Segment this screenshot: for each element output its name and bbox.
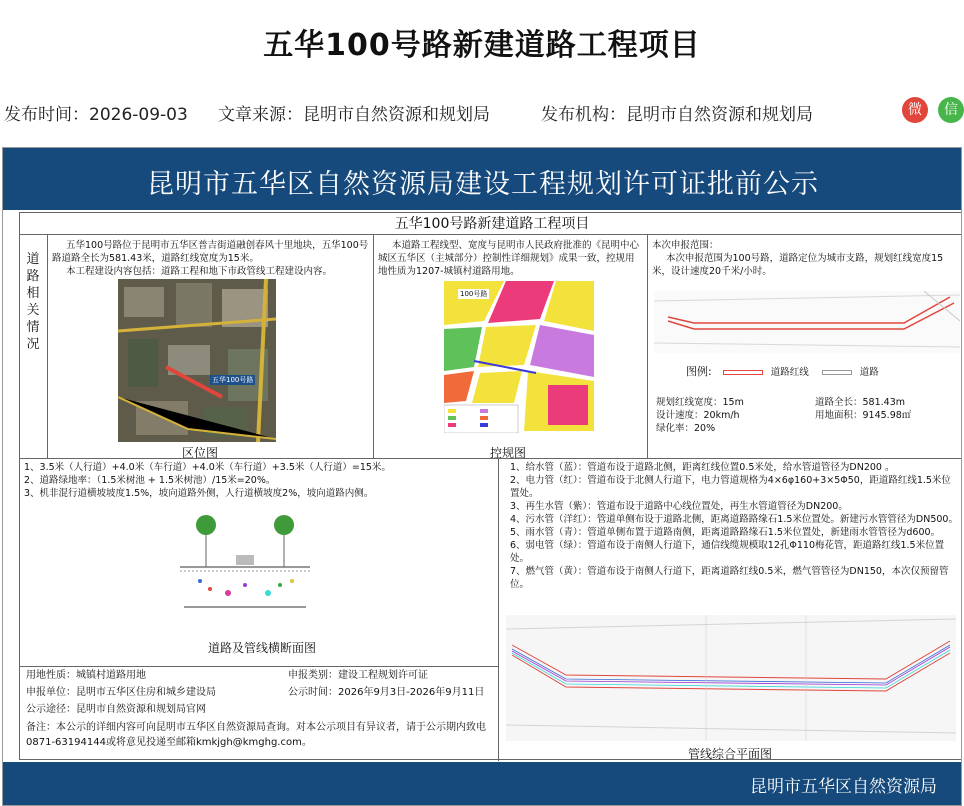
info-channel: 公示途径：昆明市自然资源和规划局官网 — [26, 704, 206, 715]
cross-line: 1、3.5米（人行道）+4.0米（车行道）+4.0米（车行道）+3.5米（人行道）=15米。 — [24, 462, 391, 473]
divider — [20, 666, 498, 667]
cross-section-drawing — [180, 509, 310, 619]
legend — [686, 365, 956, 380]
pipe-line: 5、雨水管（青）：管道单侧布置于道路南侧，距离道路路缘石1.5米位置处，新建雨水管管径为d600。 — [510, 527, 941, 538]
pipe-line: 7、燃气管（黄）：管道布设于南侧人行道下，距离道路红线0.5米，燃气管管径为DN150，本次仅预留管位。 — [510, 566, 949, 590]
intro-paragraph: 五华100号路位于昆明市五华区普吉街道融创春风十里地块，五华100号路道路全长为581.43米，道路红线宽度为15米。 — [52, 240, 369, 264]
control-text: 本道路工程线型、宽度与昆明市人民政府批准的《昆明中心城区五华区（主城部分）控制性详细规划》成果一致，控规用地性质为1207-城镇村道路用地。 — [378, 240, 640, 277]
footer-text: 昆明市五华区自然资源局 — [750, 777, 937, 797]
scope-plan — [654, 291, 960, 353]
wechat-icon[interactable]: 信 — [938, 97, 964, 123]
pipe-line: 2、电力管（红）：管道布设于北侧人行道下，电力管道规格为4×6φ160+3×5Φ50，距道路红线1.5米位置处。 — [510, 475, 951, 499]
divider — [498, 458, 499, 761]
location-caption: 区位图 — [181, 446, 218, 460]
divider — [47, 235, 48, 458]
control-map-label: 100号路 — [460, 290, 488, 298]
weibo-icon[interactable]: 微 — [902, 97, 928, 123]
cross-caption: 道路及管线横断面图 — [207, 641, 316, 655]
location-map — [118, 279, 276, 442]
notice-grid — [19, 212, 962, 760]
page-title: 五华100号路新建道路工程项目 — [263, 28, 701, 63]
publish-org: 发布机构：昆明市自然资源和规划局 — [541, 105, 813, 125]
pipe-line: 4、污水管（洋红）：管道单侧布设于道路北侧，距离道路路缘石1.5米位置处。新建污水管管径为DN500。 — [510, 514, 958, 525]
cross-line: 2、道路绿地率：（1.5米树池 + 1.5米树池）/15米=20%。 — [24, 475, 276, 486]
info-permit-type: 申报类别：建设工程规划许可证 — [288, 670, 428, 681]
meta-bar — [0, 92, 964, 128]
board-footer — [3, 762, 962, 806]
cross-text — [24, 461, 494, 500]
control-caption: 控规图 — [489, 446, 526, 460]
project-title: 五华100号路新建道路工程项目 — [20, 213, 962, 235]
scope-paragraph: 本次申报范围为100号路，道路定位为城市支路，规划红线宽度15米，设计速度20千米/小时。 — [652, 253, 944, 277]
location-map-label: 五华100号路 — [212, 376, 254, 384]
legend-road-swatch — [822, 370, 852, 375]
cross-line: 3、机非混行道横坡坡度1.5%，坡向道路外侧，人行道横坡度2%，坡向道路内侧。 — [24, 488, 374, 499]
location-map-image — [118, 279, 276, 442]
scope-title: 本次申报范围： — [652, 240, 719, 251]
info-period: 公示时间：2026年9月3日-2026年9月11日 — [288, 687, 485, 698]
side-label: 道路相关情况 — [26, 252, 40, 352]
stat-red-width: 规划红线宽度：15m — [656, 397, 744, 408]
pipe-line: 6、弱电管（绿）：管道布设于南侧人行道下，通信线缆规模取12孔Φ110梅花管，距道路红线1.5米位置处。 — [510, 540, 945, 564]
stat-speed: 设计速度：20km/h — [656, 410, 740, 421]
board-banner — [3, 148, 962, 210]
control-map-image — [444, 281, 594, 433]
scope-plan-image — [654, 291, 960, 353]
banner-title: 昆明市五华区自然资源局建设工程规划许可证批前公示 — [147, 169, 819, 200]
info-note: 备注：本公示的详细内容可向昆明市五华区自然资源局查询。对本公示项目有异议者，请于公示期内致电0871-63194144或将意见投递至邮箱kmkjgh@kmghg.com。 — [26, 722, 486, 748]
intro-paragraph: 本工程建设内容包括：道路工程和地下市政管线工程建设内容。 — [66, 266, 333, 277]
control-map — [444, 281, 594, 433]
legend-red-swatch — [723, 370, 763, 375]
info-applicant: 申报单位：昆明市五华区住房和城乡建设局 — [26, 687, 216, 698]
pipes-caption: 管线综合平面图 — [687, 747, 772, 761]
divider — [647, 235, 648, 458]
notice-board — [2, 147, 962, 806]
cross-section-image — [180, 509, 310, 619]
stat-length: 道路全长：581.43m — [815, 397, 905, 408]
legend-label: 图例: — [686, 365, 712, 378]
divider — [373, 235, 374, 458]
publish-time: 发布时间：2026-09-03 — [4, 105, 188, 125]
pipes-text — [510, 461, 958, 591]
legend-road-label: 道路 — [859, 367, 879, 378]
scope-text — [652, 239, 960, 278]
pipe-line: 1、给水管（蓝）：管道布设于道路北侧，距离红线位置0.5米处，给水管道管径为DN200 。 — [510, 462, 895, 473]
stat-area: 用地面积：9145.98㎡ — [815, 410, 912, 421]
stat-green: 绿化率：20% — [656, 423, 716, 434]
intro-text — [52, 239, 370, 278]
pipe-line: 3、再生水管（紫）：管道布设于道路中心线位置处，再生水管道管径为DN200。 — [510, 501, 848, 512]
legend-red-label: 道路红线 — [770, 367, 809, 378]
info-land-use: 用地性质：城镇村道路用地 — [26, 670, 146, 681]
pipes-plan — [506, 615, 956, 741]
article-source: 文章来源：昆明市自然资源和规划局 — [218, 105, 490, 125]
pipes-plan-image — [506, 615, 956, 741]
